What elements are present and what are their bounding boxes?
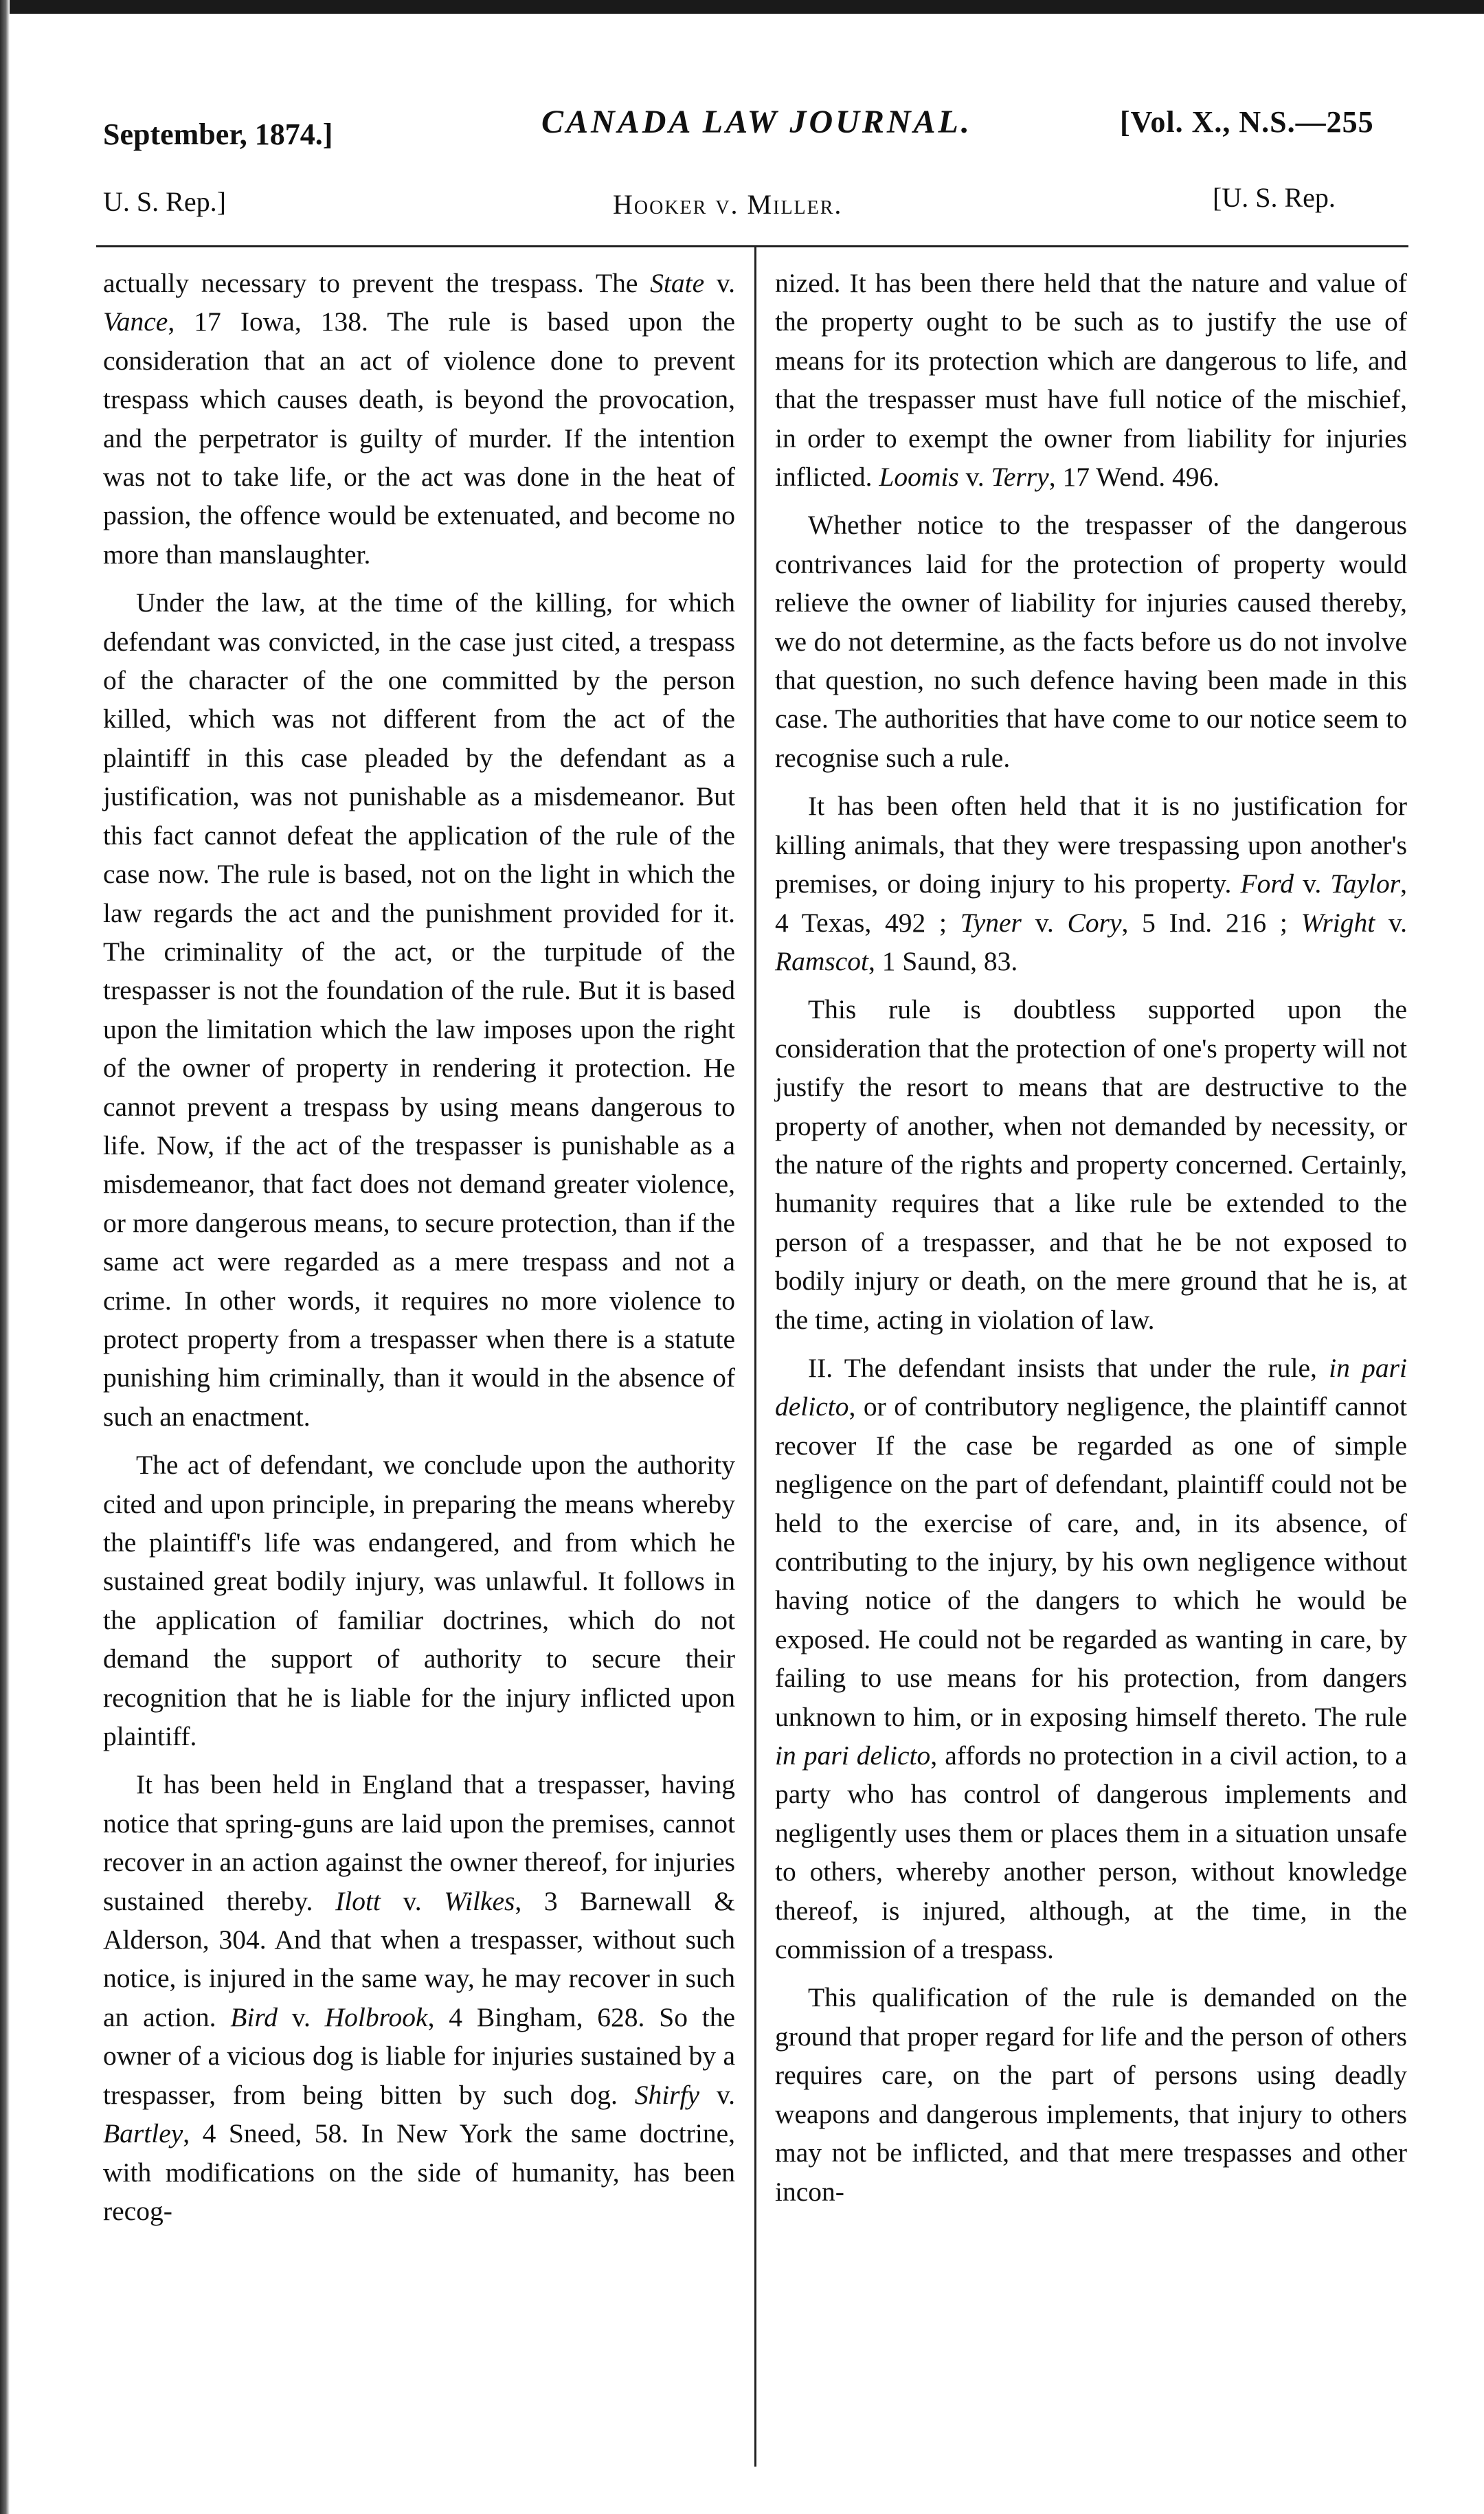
left-column <box>103 264 735 2240</box>
paragraph: II. The defendant insists that under the rule, in pari delicto, or of contributory negligence, the plaintiff cannot recover If the case be regarded as one of simple negligence on the part of defendant, plaintiff could not be held to the exercise of care, and, in its absence, of contributing to the injury, by his own negligence without having notice of the dangers to which he would be exposed. He could not be regarded as wanting in care, by failing to use means for his protection, from dangers unknown to him, or in exposing himself thereto. The rule in pari delicto, affords no protection in a civil action, to a party who has control of dangerous implements and negligently uses them or places them in a situation unsafe to others, whereby another person, without knowledge thereof, is injured, although, at the time, in the commission of a trespass. <box>775 1352 1408 1965</box>
paragraph: nized. It has been there held that the nature and value of the property ought to be such as to justify the use of means for its protection which are dangerous to life, and that the trespasser must have full notice of the mischief, in order to exempt the owner from liability for injuries inflicted. Loomis v. Terry, 17 Wend. 496. <box>775 268 1407 493</box>
paragraph: Whether notice to the trespasser of the dangerous contrivances laid for the protection of property would relieve the owner of liability for injuries caused thereby, we do not determine, as the facts before us do not involve that question, no such defence having been made in this case. The authorities that have come to our notice seem to recognise such a rule. <box>775 510 1407 773</box>
paragraph: This rule is doubtless supported upon the consideration that the protection of one's property will not justify the resort to means that are destructive to the property of another, when not demanded by necessity, or the nature of the rights and property concerned. Certainly, humanity requires that a like rule be extended to the person of a trespasser, and that he be not exposed to bodily injury or death, on the mere ground that he is, at the time, acting in violation of law. <box>775 994 1407 1335</box>
running-head <box>0 96 1484 158</box>
case-name: Hooker v. Miller. <box>613 189 843 220</box>
paragraph: This qualification of the rule is demanded on the ground that proper regard for life and the person of others requires care, on the part of persons using deadly weapons and dangerous implements, that injury to others may not be inflicted, and that mere trespasses and other incon- <box>775 1982 1407 2207</box>
scan-left-edge <box>0 0 10 2514</box>
issue-date: September, 1874.] <box>103 117 333 151</box>
case-subhead <box>0 181 1484 229</box>
journal-title: CANADA LAW JOURNAL. <box>541 104 972 140</box>
column-divider <box>754 247 756 2467</box>
right-column <box>775 264 1407 2221</box>
paragraph: The act of defendant, we conclude upon the authority cited and upon principle, in preparing the means whereby the plaintiff's life was endangered, and from which he sustained great bodily injury, was unlawful. It follows in the application of familiar doctrines, which do not demand the support of authority to secure their recognition that he is liable for the injury inflicted upon plaintiff. <box>103 1450 735 1752</box>
paragraph: Under the law, at the time of the killing, for which defendant was convicted, in the case just cited, a trespass of the character of the one committed by the person killed, which was not different from the act of the plaintiff in this case pleaded by the defendant as a justification, was not punishable as a misdemeanor. But this fact cannot defeat the application of the rule of the case now. The rule is based, not on the light in which the law regards the act and the punishment provided for it. The criminality of the act, or the turpitude of the trespasser is not the foundation of the rule. But it is based upon the limitation which the law imposes upon the right of the owner of property in rendering it protection. He cannot prevent a trespass by using means dangerous to life. Now, if the act of the trespasser is punishable as a misdemeanor, that fact does not demand greater violence, or more dangerous means, to secure protection, than if the same act were regarded as a mere trespass and not a crime. In other words, it requires no more violence to protect property from a trespasser when there is a statute punishing him criminally, than it would in the absence of such an enactment. <box>103 587 735 1432</box>
report-label-left: U. S. Rep.] <box>103 186 226 217</box>
header-rule <box>96 245 1408 247</box>
paragraph: actually necessary to prevent the trespass. The State v. Vance, 17 Iowa, 138. The rule is based upon the consideration that an act of violence done to prevent trespass which causes death, is beyond the provocation, and the perpetrator is guilty of murder. If the intention was not to take life, or the act was done in the heat of passion, the offence would be extenuated, and become no more than manslaughter. <box>103 268 735 570</box>
paragraph: It has been often held that it is no justification for killing animals, that they were trespassing upon another's premises, or doing injury to his property. Ford v. Taylor, 4 Texas, 492 ; Tyner v. Cory, 5 Ind. 216 ; Wright v. Ramscot, 1 Saund, 83. <box>775 791 1407 976</box>
scan-top-border <box>0 0 1484 14</box>
volume-page: [Vol. X., N.S.—255 <box>1120 105 1374 139</box>
paragraph: It has been held in England that a trespasser, having notice that spring-guns are laid upon the premises, cannot recover in an action against the owner thereof, for injuries sustained thereby. Ilott v. Wilkes, 3 Barnewall & Alderson, 304. And that when a trespasser, without such notice, is injured in the same way, he may recover in such an action. Bird v. Holbrook, 4 Bingham, 628. So the owner of a vicious dog is liable for injuries sustained by a trespasser, from being bitten by such dog. Shirfy v. Bartley, 4 Sneed, 58. In New York the same doctrine, with modifications on the side of humanity, has been recog- <box>103 1769 736 2226</box>
report-label-right: [U. S. Rep. <box>1213 182 1336 213</box>
